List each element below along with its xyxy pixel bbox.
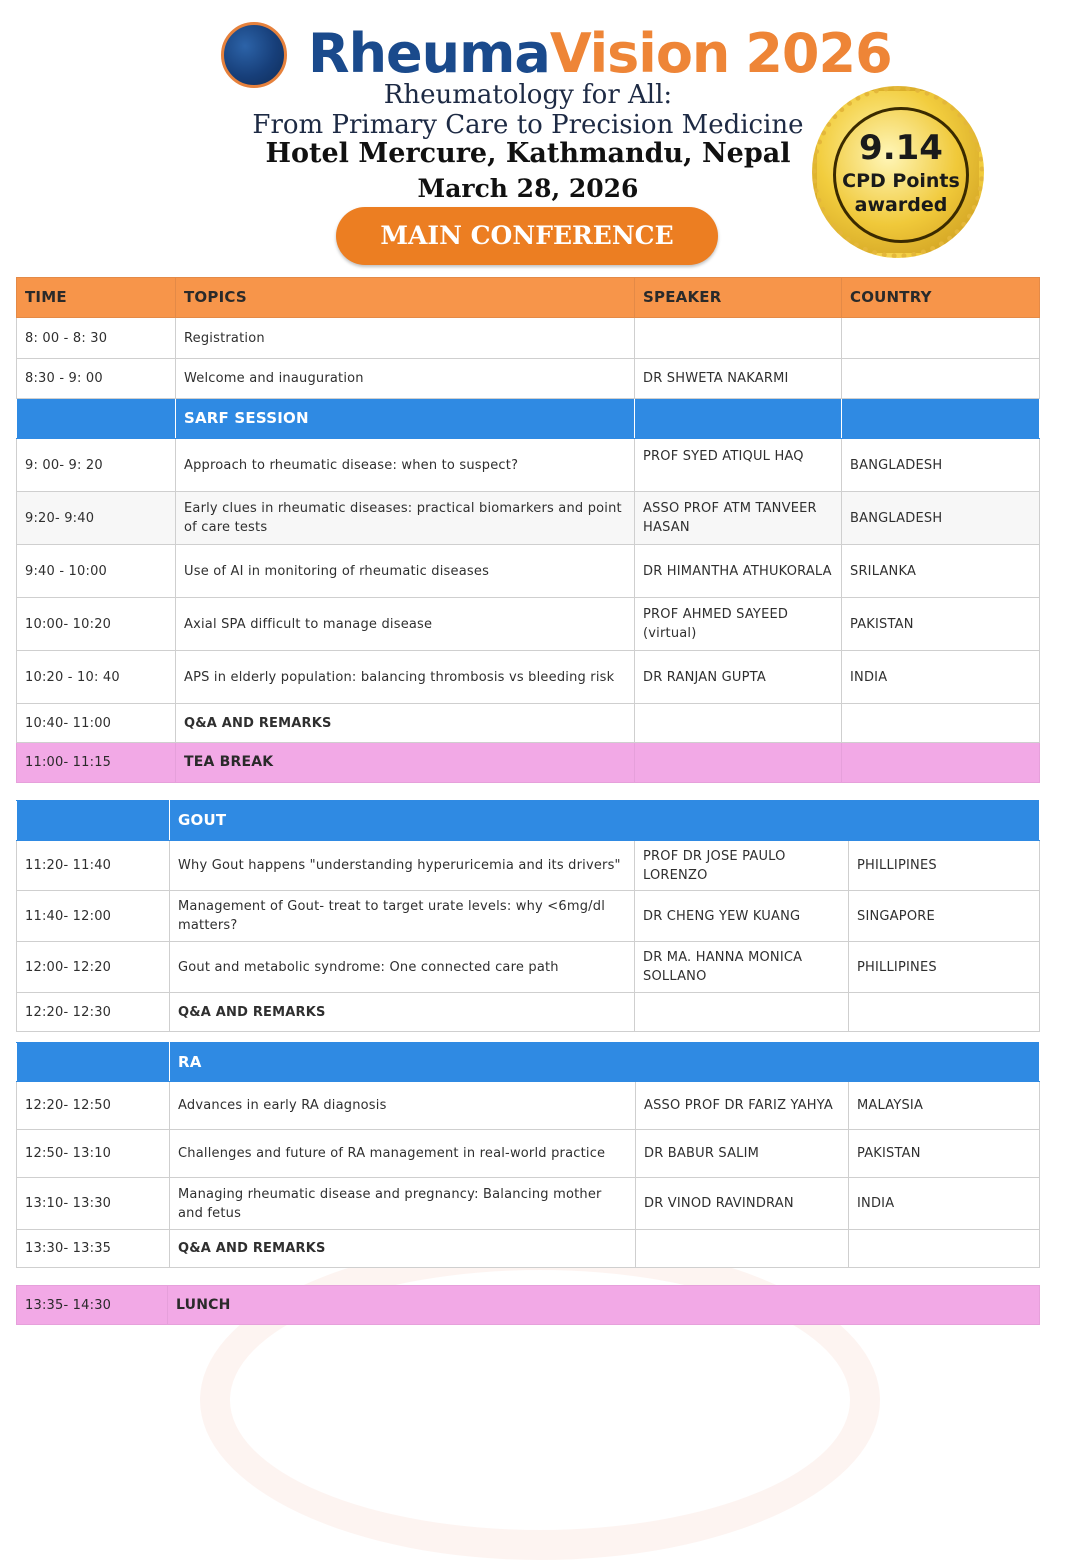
empty-cell	[635, 993, 849, 1032]
empty-cell	[849, 993, 1040, 1032]
session-title: SARF SESSION	[176, 399, 635, 439]
lunch-row	[17, 1286, 1040, 1325]
speaker-cell: DR VINOD RAVINDRAN	[636, 1178, 849, 1230]
session-spacer	[842, 399, 1040, 439]
time-cell: 11:00- 11:15	[17, 743, 176, 783]
time-cell: 9: 00- 9: 20	[17, 439, 176, 492]
table-row	[17, 545, 1040, 598]
column-header-speaker: SPEAKER	[635, 278, 842, 318]
table-row	[17, 318, 1040, 359]
country-cell: SRILANKA	[842, 545, 1040, 598]
brand-year: 2026	[745, 22, 892, 85]
cpd-seal-badge	[812, 86, 984, 258]
country-cell: PAKISTAN	[842, 598, 1040, 651]
break-label: LUNCH	[168, 1286, 1040, 1325]
country-cell: INDIA	[849, 1178, 1040, 1230]
time-cell: 11:40- 12:00	[17, 891, 170, 942]
speaker-cell: ASSO PROF DR FARIZ YAHYA	[636, 1082, 849, 1130]
qa-label: Q&A AND REMARKS	[170, 1230, 636, 1268]
speaker-cell: DR SHWETA NAKARMI	[635, 359, 842, 399]
speaker-cell: DR MA. HANNA MONICA SOLLANO	[635, 942, 849, 993]
schedule-table-sarf	[16, 277, 1040, 783]
country-cell	[842, 359, 1040, 399]
country-cell: BANGLADESH	[842, 492, 1040, 545]
topic-cell: Axial SPA difficult to manage disease	[176, 598, 635, 651]
topic-cell: Management of Gout- treat to target urate levels: why <6mg/dl matters?	[170, 891, 635, 942]
table-row	[17, 359, 1040, 399]
speaker-cell: DR CHENG YEW KUANG	[635, 891, 849, 942]
time-cell: 13:30- 13:35	[17, 1230, 170, 1268]
topic-cell: Approach to rheumatic disease: when to suspect?	[176, 439, 635, 492]
time-cell: 12:00- 12:20	[17, 942, 170, 993]
table-row	[17, 492, 1040, 545]
topic-cell: APS in elderly population: balancing thrombosis vs bleeding risk	[176, 651, 635, 704]
subtitle-line1: Rheumatology for All:	[383, 80, 673, 110]
session-title: RA	[170, 1043, 1040, 1082]
time-cell: 10:20 - 10: 40	[17, 651, 176, 704]
time-cell: 10:40- 11:00	[17, 704, 176, 743]
country-cell: BANGLADESH	[842, 439, 1040, 492]
schedule-table-gout	[16, 800, 1040, 1032]
table-row	[17, 439, 1040, 492]
speaker-cell: ASSO PROF ATM TANVEER HASAN	[635, 492, 842, 545]
table-header-row	[17, 278, 1040, 318]
session-spacer	[17, 801, 170, 841]
time-cell: 12:20- 12:50	[17, 1082, 170, 1130]
main-conference-button[interactable]: MAIN CONFERENCE	[336, 207, 718, 265]
page-header	[0, 0, 1080, 270]
topic-cell: Early clues in rheumatic diseases: practical biomarkers and point of care tests	[176, 492, 635, 545]
column-header-time: TIME	[17, 278, 176, 318]
topic-cell: Gout and metabolic syndrome: One connected care path	[170, 942, 635, 993]
subtitle-line2: From Primary Care to Precision Medicine	[252, 110, 804, 140]
schedule-table-ra	[16, 1042, 1040, 1268]
qa-label: Q&A AND REMARKS	[176, 704, 635, 743]
topic-cell: Advances in early RA diagnosis	[170, 1082, 636, 1130]
session-header-ra	[17, 1043, 1040, 1082]
time-cell: 10:00- 10:20	[17, 598, 176, 651]
country-cell: PHILLIPINES	[849, 942, 1040, 993]
country-cell: MALAYSIA	[849, 1082, 1040, 1130]
session-spacer	[635, 399, 842, 439]
country-cell: PHILLIPINES	[849, 841, 1040, 891]
session-spacer	[17, 1043, 170, 1082]
qa-row	[17, 704, 1040, 743]
tea-break-row	[17, 743, 1040, 783]
cpd-seal-inner	[833, 107, 969, 243]
table-row	[17, 891, 1040, 942]
empty-cell	[635, 704, 842, 743]
table-row	[17, 942, 1040, 993]
speaker-cell	[635, 318, 842, 359]
topic-cell: Why Gout happens "understanding hyperuricemia and its drivers"	[170, 841, 635, 891]
time-cell: 8:30 - 9: 00	[17, 359, 176, 399]
table-row	[17, 1130, 1040, 1178]
session-header-sarf	[17, 399, 1040, 439]
time-cell: 13:10- 13:30	[17, 1178, 170, 1230]
event-date: March 28, 2026	[417, 174, 639, 203]
table-row	[17, 841, 1040, 891]
empty-cell	[842, 704, 1040, 743]
topic-cell: Challenges and future of RA management in real-world practice	[170, 1130, 636, 1178]
time-cell: 13:35- 14:30	[17, 1286, 168, 1325]
cpd-points-label: CPD Points	[842, 170, 960, 192]
brand-name-part1: Rheuma	[308, 22, 550, 85]
empty-cell	[635, 743, 842, 783]
qa-row	[17, 993, 1040, 1032]
schedule-table-lunch	[16, 1285, 1040, 1325]
venue: Hotel Mercure, Kathmandu, Nepal	[265, 138, 791, 169]
time-cell: 9:40 - 10:00	[17, 545, 176, 598]
topic-cell: Registration	[176, 318, 635, 359]
column-header-country: COUNTRY	[842, 278, 1040, 318]
country-cell: PAKISTAN	[849, 1130, 1040, 1178]
speaker-cell: DR BABUR SALIM	[636, 1130, 849, 1178]
country-cell: SINGAPORE	[849, 891, 1040, 942]
country-cell	[842, 318, 1040, 359]
time-cell: 11:20- 11:40	[17, 841, 170, 891]
qa-row	[17, 1230, 1040, 1268]
qa-label: Q&A AND REMARKS	[170, 993, 635, 1032]
brand-name-part2: Vision	[549, 22, 730, 85]
rheumavision-logo-icon	[221, 22, 287, 88]
country-cell: INDIA	[842, 651, 1040, 704]
time-cell: 12:50- 13:10	[17, 1130, 170, 1178]
break-label: TEA BREAK	[176, 743, 635, 783]
speaker-cell: PROF DR JOSE PAULO LORENZO	[635, 841, 849, 891]
cpd-awarded-label: awarded	[854, 194, 948, 216]
table-row	[17, 651, 1040, 704]
topic-cell: Managing rheumatic disease and pregnancy: Balancing mother and fetus	[170, 1178, 636, 1230]
topic-cell: Welcome and inauguration	[176, 359, 635, 399]
speaker-cell: DR HIMANTHA ATHUKORALA	[635, 545, 842, 598]
table-row	[17, 598, 1040, 651]
cpd-points-value: 9.14	[859, 128, 943, 168]
speaker-cell: PROF AHMED SAYEED (virtual)	[635, 598, 842, 651]
table-row	[17, 1178, 1040, 1230]
empty-cell	[849, 1230, 1040, 1268]
time-cell: 8: 00 - 8: 30	[17, 318, 176, 359]
topic-cell: Use of AI in monitoring of rheumatic diseases	[176, 545, 635, 598]
table-row	[17, 1082, 1040, 1130]
empty-cell	[636, 1230, 849, 1268]
speaker-cell: PROF SYED ATIQUL HAQ	[635, 439, 842, 492]
column-header-topics: TOPICS	[176, 278, 635, 318]
empty-cell	[842, 743, 1040, 783]
session-header-gout	[17, 801, 1040, 841]
speaker-cell: DR RANJAN GUPTA	[635, 651, 842, 704]
time-cell: 9:20- 9:40	[17, 492, 176, 545]
session-title: GOUT	[170, 801, 1040, 841]
session-spacer	[17, 399, 176, 439]
time-cell: 12:20- 12:30	[17, 993, 170, 1032]
